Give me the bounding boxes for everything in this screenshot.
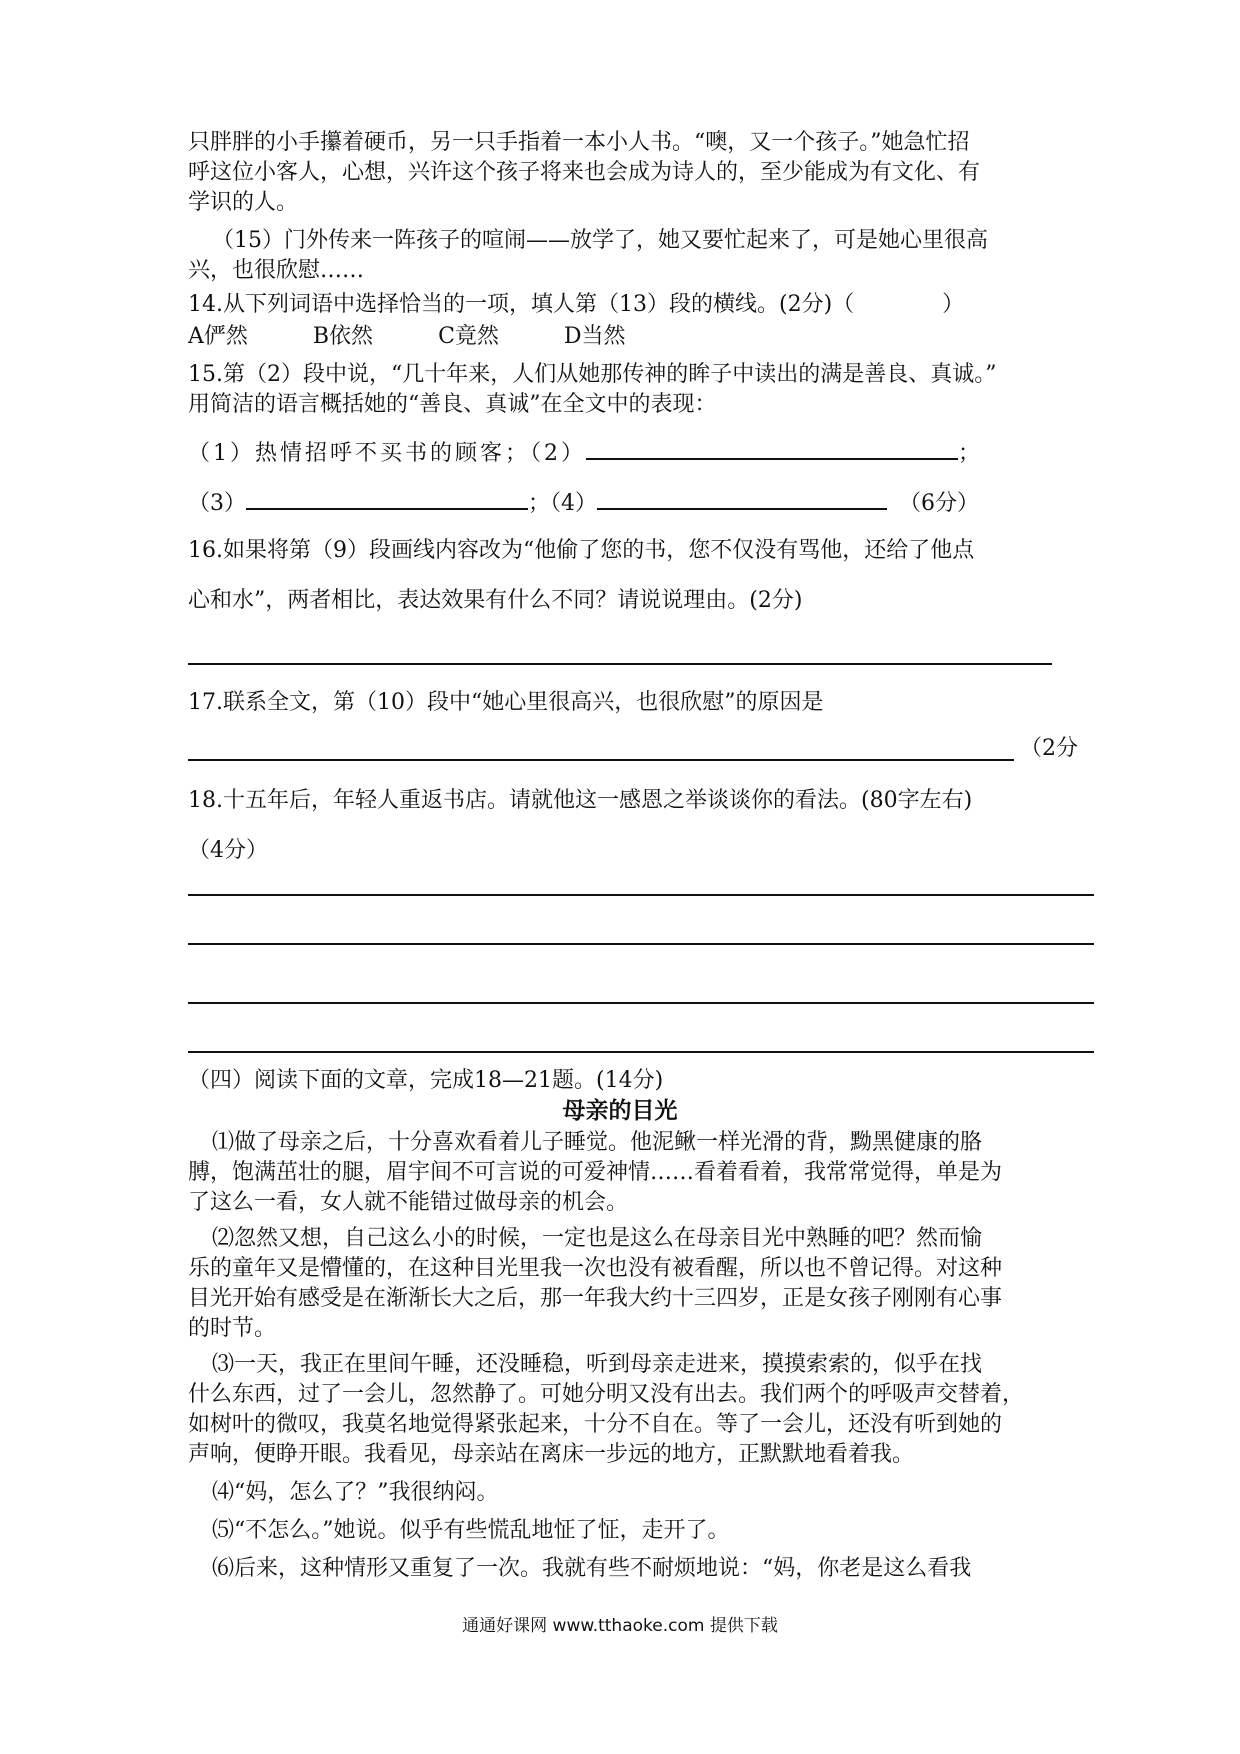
article-p2-line3: 目光开始有感受是在渐渐长大之后，那一年我大约十三四岁，正是女孩子刚刚有心事 xyxy=(188,1286,1003,1311)
q18-answer-line-3[interactable] xyxy=(188,1002,1094,1004)
option-d[interactable]: D当然 xyxy=(563,324,626,349)
passage-p14-line1: 只胖胖的小手攥着硬币，另一只手指着一本小人书。“噢，又一个孩子。”她急忙招 xyxy=(188,130,970,155)
article-p1-line3: 了这么一看，女人就不能错过做母亲的机会。 xyxy=(188,1190,629,1215)
question-15-line1: 15.第（2）段中说，“几十年来，人们从她那传神的眸子中读出的满是善良、真诚。” xyxy=(188,362,997,387)
option-a[interactable]: A俨然 xyxy=(188,324,248,349)
question-16-line1: 16.如果将第（9）段画线内容改为“他偷了您的书，您不仅没有骂他，还给了他点 xyxy=(188,538,975,563)
article-p1-line1: ⑴做了母亲之后，十分喜欢看着儿子睡觉。他泥鳅一样光滑的背，黝黑健康的胳 xyxy=(212,1130,983,1155)
q17-score: （2分 xyxy=(1020,736,1078,761)
q17-answer-line[interactable] xyxy=(188,759,1014,761)
q15-item1: （1）热情招呼不买书的顾客；（2） xyxy=(188,441,586,466)
passage-p14-line2: 呼这位小客人，心想，兴许这个孩子将来也会成为诗人的，至少能成为有文化、有 xyxy=(188,160,981,185)
page-footer: 通通好课网 www.tthaoke.com 提供下载 xyxy=(462,1616,778,1636)
q18-answer-line-2[interactable] xyxy=(188,943,1094,945)
q15-item3: （3） xyxy=(188,491,246,516)
article-p1-line2: 膊，饱满茁壮的腿，眉宇间不可言说的可爱神情……看着看着，我常常觉得，单是为 xyxy=(188,1160,1003,1185)
q15-semicolon: ； xyxy=(958,441,981,466)
passage-p14-line3: 学识的人。 xyxy=(188,190,299,215)
article-p3-line2: 什么东西，过了一会儿，忽然静了。可她分明又没有出去。我们两个的呼吸声交替着， xyxy=(188,1382,1025,1407)
question-15-line2: 用简洁的语言概括她的“善良、真诚”在全文中的表现： xyxy=(188,392,717,417)
article-p5: ⑸“不怎么。”她说。似乎有些慌乱地怔了怔，走开了。 xyxy=(212,1518,730,1543)
article-p3-line1: ⑶一天，我正在里间午睡，还没睡稳，听到母亲走进来，摸摸索索的，似乎在找 xyxy=(212,1352,983,1377)
question-16-line2: 心和水”，两者相比，表达效果有什么不同？请说说理由。(2分) xyxy=(188,588,803,613)
article-p2-line4: 的时节。 xyxy=(188,1316,277,1341)
article-p3-line4: 声响，便睁开眼。我看见，母亲站在离床一步远的地方，正默默地看着我。 xyxy=(188,1442,915,1467)
article-p6-line1: ⑹后来，这种情形又重复了一次。我就有些不耐烦地说：“妈，你老是这么看我 xyxy=(212,1556,972,1581)
q18-answer-line-4[interactable] xyxy=(188,1051,1094,1053)
option-c[interactable]: C竟然 xyxy=(438,324,499,349)
question-18-line2: （4分） xyxy=(188,838,268,863)
passage-p15-line2: 兴，也很欣慰…… xyxy=(188,258,365,283)
q18-answer-line-1[interactable] xyxy=(188,894,1094,896)
question-14: 14.从下列词语中选择恰当的一项，填人第（13）段的横线。(2分)（ ） xyxy=(188,292,965,317)
q15-score: （6分） xyxy=(899,491,979,516)
article-p2-line1: ⑵忽然又想，自己这么小的时候，一定也是这么在母亲目光中熟睡的吧？然而愉 xyxy=(212,1226,983,1251)
question-17: 17.联系全文，第（10）段中“她心里很高兴，也很欣慰”的原因是 xyxy=(188,690,824,715)
question-14-options xyxy=(188,322,684,352)
option-b[interactable]: B依然 xyxy=(312,324,374,349)
article-title: 母亲的目光 xyxy=(562,1097,678,1124)
article-p4: ⑷“妈，怎么了？”我很纳闷。 xyxy=(212,1480,499,1505)
q15-answer-blank-4[interactable] xyxy=(597,486,887,510)
question-15-items-row2 xyxy=(188,486,979,519)
q15-item4: ；（4） xyxy=(528,491,597,516)
article-p2-line2: 乐的童年又是懵懂的，在这种目光里我一次也没有被看醒，所以也不曾记得。对这种 xyxy=(188,1256,1003,1281)
q15-answer-blank-3[interactable] xyxy=(246,486,528,510)
question-18-line1: 18.十五年后，年轻人重返书店。请就他这一感恩之举谈谈你的看法。(80字左右) xyxy=(188,788,973,813)
section-4-heading: （四）阅读下面的文章，完成18—21题。(14分) xyxy=(188,1068,664,1093)
question-15-items-row1 xyxy=(188,436,980,469)
q16-answer-line[interactable] xyxy=(188,663,1052,665)
article-p3-line3: 如树叶的微叹，我莫名地觉得紧张起来，十分不自在。等了一会儿，还没有听到她的 xyxy=(188,1412,1003,1437)
passage-p15-line1: （15）门外传来一阵孩子的喧闹——放学了，她又要忙起来了，可是她心里很高 xyxy=(212,228,988,253)
q15-answer-blank-2[interactable] xyxy=(586,436,958,460)
